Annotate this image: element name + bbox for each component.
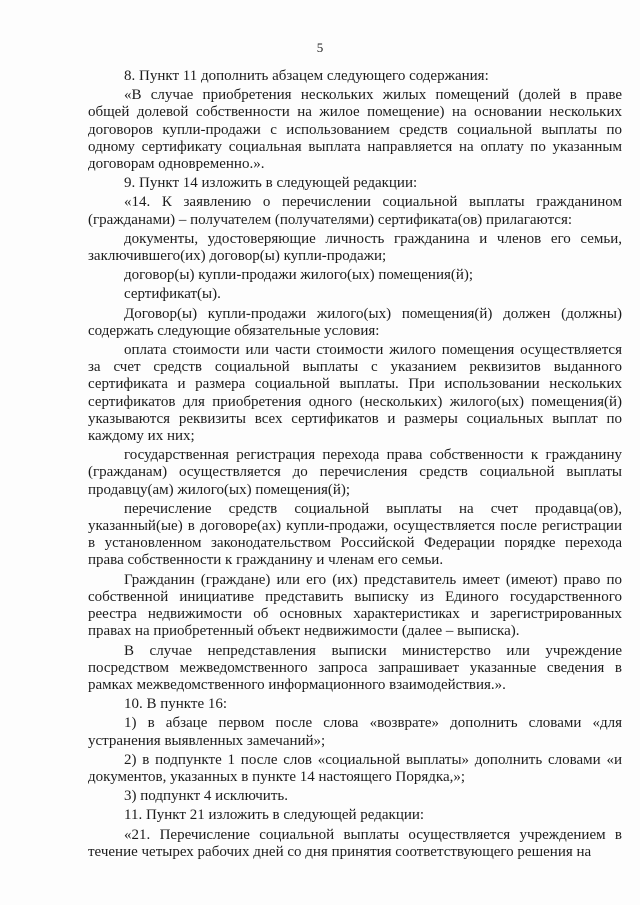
- paragraph: Гражданин (граждане) или его (их) представитель имеет (имеют) право по собственной инициативе представить выписку из Единого государственного реестра недвижимости об основных характеристиках и зарегистрированных правах на приобретенный объект недвижимости (далее – выписка).: [88, 571, 622, 640]
- paragraph: Договор(ы) купли-продажи жилого(ых) помещения(й) должен (должны) содержать следующие обязательные условия:: [88, 305, 622, 339]
- paragraph: перечисление средств социальной выплаты на счет продавца(ов), указанный(ые) в договоре(ах) купли-продажи, осуществляется после регистрации в установленном законодательством Российской Федерации порядке перехода права собственности к гражданину и членам его семьи.: [88, 500, 622, 569]
- paragraph: 1) в абзаце первом после слова «возврате» дополнить словами «для устранения выявленных замечаний»;: [88, 715, 622, 749]
- paragraph: 9. Пункт 14 изложить в следующей редакции:: [124, 175, 418, 192]
- paragraph: договор(ы) купли-продажи жилого(ых) помещения(й);: [124, 267, 474, 284]
- paragraph: 3) подпункт 4 исключить.: [124, 788, 288, 805]
- paragraph: «14. К заявлению о перечислении социальной выплаты гражданином (гражданами) – получателем (получателями) сертификата(ов) прилагаются:: [88, 194, 622, 228]
- document-body: [88, 68, 622, 863]
- paragraph: «В случае приобретения нескольких жилых помещений (долей в праве общей долевой собственности на жилое помещение) на основании нескольких договоров купли-продажи с использованием средств социальной выплаты по одному сертификату социальная выплата направляется на оплату по указанным договорам одновременно.».: [88, 87, 622, 173]
- paragraph: оплата стоимости или части стоимости жилого помещения осуществляется за счет средств социальной выплаты с указанием реквизитов выданного сертификата и размера социальной выплаты. При использовании нескольких сертификатов для приобретения одного (нескольких) жилого(ых) помещения(й) указываются реквизиты всех сертификатов и размеры социальных выплат по каждому их них;: [88, 342, 622, 445]
- paragraph: В случае непредставления выписки министерство или учреждение посредством межведомственного запроса запрашивает указанные сведения в рамках межведомственного информационного взаимодействия.».: [88, 642, 622, 693]
- paragraph: 11. Пункт 21 изложить в следующей редакции:: [124, 807, 425, 824]
- paragraph: документы, удостоверяющие личность гражданина и членов его семьи, заключившего(их) договор(ы) купли-продажи;: [88, 230, 622, 265]
- paragraph: «21. Перечисление социальной выплаты осуществляется учреждением в течение четырех рабочих дней со дня принятия соответствующего решения на: [88, 826, 622, 860]
- paragraph: 10. В пункте 16:: [124, 696, 228, 713]
- paragraph: государственная регистрация перехода права собственности к гражданину (гражданам) осуществляется до перечисления средств социальной выплаты продавцу(ам) жилого(ых) помещения(й);: [88, 447, 622, 498]
- paragraph: 8. Пункт 11 дополнить абзацем следующего содержания:: [124, 68, 489, 84]
- paragraph: сертификат(ы).: [124, 286, 221, 303]
- page-number: 5: [316, 40, 324, 55]
- paragraph: 2) в подпункте 1 после слов «социальной выплаты» дополнить словами «и документов, указанных в пункте 14 настоящего Порядка,»;: [88, 751, 622, 785]
